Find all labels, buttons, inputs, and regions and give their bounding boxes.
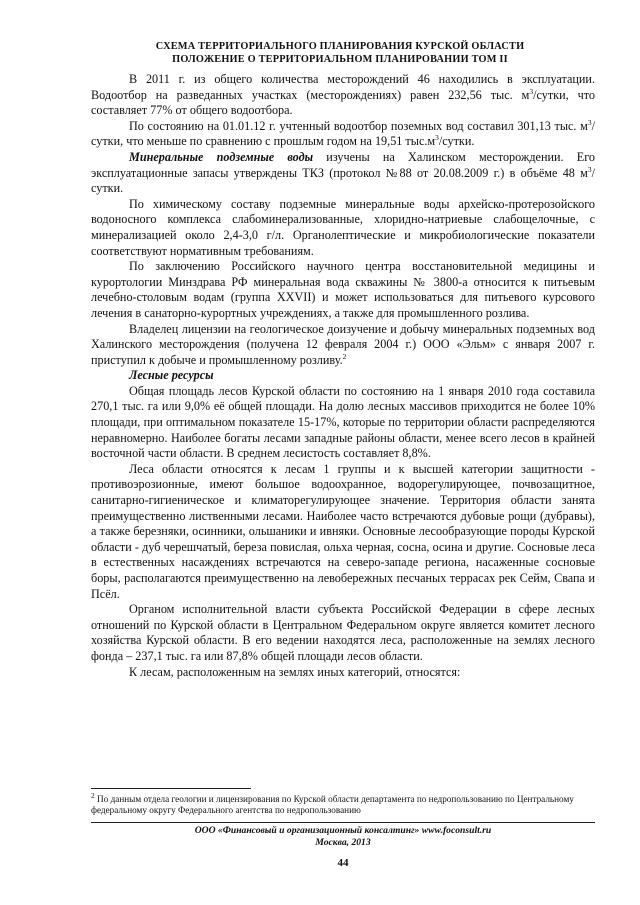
header-title: СХЕМА ТЕРРИТОРИАЛЬНОГО ПЛАНИРОВАНИЯ КУРСКОЙ ОБЛАСТИ <box>155 41 525 52</box>
paragraph-forest-groups: Леса области относятся к лесам 1 группы и к высшей категории защитности - противоэрозионные, имеют большое водоохранное, водорегулирующее, почвозащитное, санитарно-гигиеническое и климаторегулирующее значение. Территория области занята преимущественно лиственными лесами. Наиболее часто встречаются дубовые рощи (дубравы), а также березняки, осинники, ольшаники и ивняки. Основные лесообразующие породы Курской области - дуб черешчатый, береза повислая, ольха черная, сосна, осина и другие. Сосновые леса в естественных насаждениях встречаются на северо-западе региона, насаженные сосновые боры, располагаются преимущественно на левобережных песчаных террасах рек Сейм, Свапа и Псёл. <box>91 461 595 601</box>
paragraph-water-intake: В 2011 г. из общего количества месторождений 46 находились в эксплуатации. Водоотбор на разведанных участках (месторождениях) равен 232,56 тыс. $м^3$/сутки, что составляет 77% от общего водоотбора. <box>91 72 595 118</box>
body-text <box>91 72 595 680</box>
paragraph-mineral-waters: Минеральные подземные воды изучены на Халинском месторождении. Его эксплуатационные запасы утверждены ТКЗ (протокол №88 от 20.08.2009 г.) в объёме 48 $м^3$/сутки. <box>91 149 595 196</box>
footnote-text: По данным отдела геологии и лицензирования по Курской области департамента по недропользованию по Центральному федеральному округу Федерального агентства по недропользованию <box>91 794 574 815</box>
section-heading-forest: Лесные ресурсы <box>129 368 214 383</box>
page-number: 44 <box>337 857 349 869</box>
paragraph-other-categories: К лесам, расположенным на землях иных категорий, относятся: <box>129 664 461 679</box>
footnote <box>91 790 595 816</box>
footnote-reference[interactable]: 2 <box>342 351 347 361</box>
document-footer <box>91 825 595 849</box>
footer-company: ООО «Финансовый и организационный консалтинг» www.foconsult.ru <box>194 825 492 836</box>
paragraph-license-owner: Владелец лицензии на геологическое доизучение и добычу минеральных подземных вод Халинского месторождения (получена 12 февраля 2004 г.) ООО «Эльм» с января 2007 г. приступил к добыче и промышленному розливу.$^2$ <box>91 321 595 367</box>
footer-city-year: Москва, 2013 <box>315 837 371 848</box>
header-subtitle: ПОЛОЖЕНИЕ О ТЕРРИТОРИАЛЬНОМ ПЛАНИРОВАНИИ ТОМ II <box>172 54 508 65</box>
document-header <box>90 40 590 66</box>
paragraph-forest-area: Общая площадь лесов Курской области по состоянию на 1 января 2010 года составила 270,1 тыс. га или 9,0% её общей площади. На долю лесных массивов приходится не более 10% площади, при оптимальном показателе 15-17%, которые по территории области распределяются неравномерно. Наиболее богаты лесами западные районы области, менее всего лесов в крайней восточной части области. В среднем лесистость составляет 8,8%. <box>91 383 595 461</box>
paragraph-chemical-composition: По химическому составу подземные минеральные воды архейско-протерозойского водоносного комплекса слабоминерализованные, хлоридно-натриевые слабощелочные, с минерализацией около 2,4-3,0 г/л. Органолептические и микробиологические показатели соответствуют нормативным требованиям. <box>91 196 595 258</box>
paragraph-accounted-intake: По состоянию на 01.01.12 г. учтенный водоотбор поземных вод составил 301,13 тыс. $м^3$/сутки, что меньше по сравнению с прошлым годом на 19,51 $тыс.м^3$/сутки. <box>91 117 595 149</box>
footnote-divider <box>91 788 251 789</box>
footnote-mark: 2 <box>91 790 95 800</box>
paragraph-scientific-conclusion: По заключению Российского научного центра восстановительной медицины и курортологии Минздрава РФ минеральная вода скважины № 3800-а относится к питьевым лечебно-столовым водам (группа XXVII) и может использоваться для питьевого курсового лечения в санаторно-курортных учреждениях, а также для промышленного розлива. <box>91 259 595 320</box>
footer-divider <box>91 822 595 823</box>
paragraph-forest-authority: Органом исполнительной власти субъекта Российской Федерации в сфере лесных отношений по Курской области в Центральном Федеральном округе является комитет лесного хозяйства Курской области. В его ведении находятся леса, расположенные на землях лесного фонда – 237,1 тыс. га или 87,8% общей площади лесов области. <box>91 602 595 663</box>
